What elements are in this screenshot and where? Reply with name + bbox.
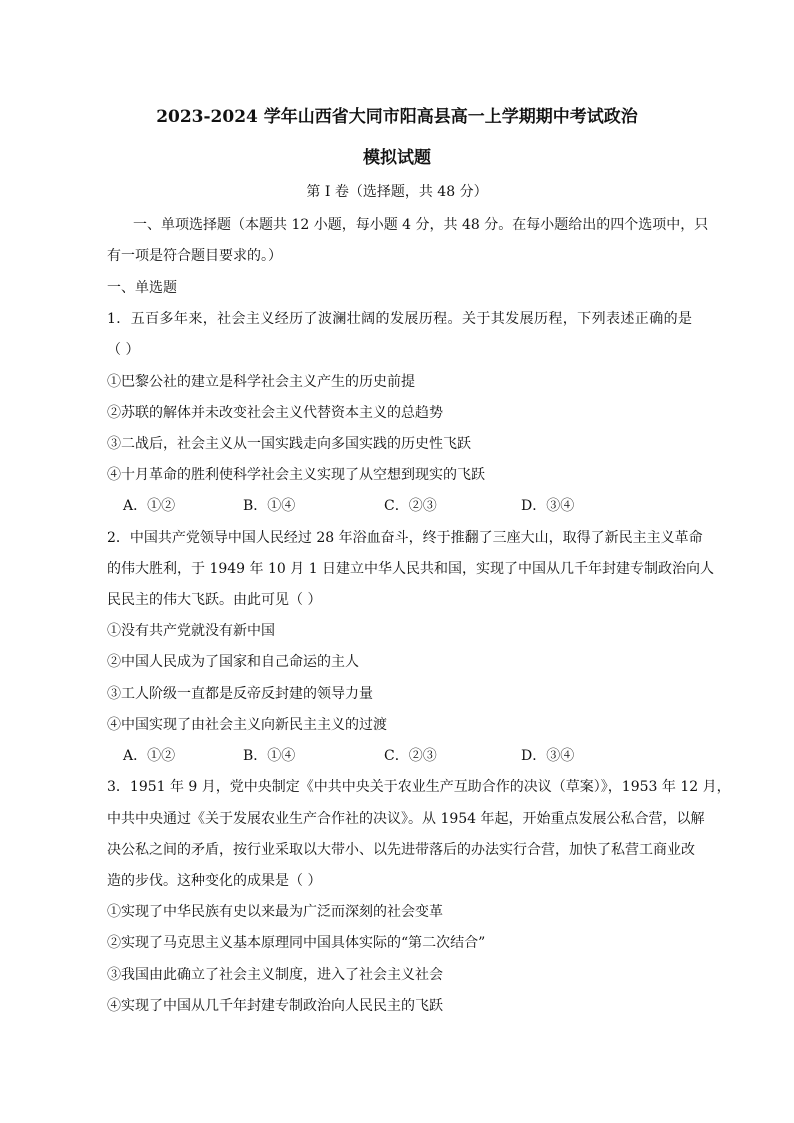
question-item: ①巴黎公社的建立是科学社会主义产生的历史前提 [107, 374, 415, 390]
instructions-line-1: 一、单项选择题（本题共 12 小题，每小题 4 分，共 48 分。在每小题给出的四个选项中，只 [133, 217, 709, 233]
question-stem-line: 造的步伐。这种变化的成果是（ ） [107, 873, 322, 889]
option-d[interactable]: D．③④ [521, 498, 575, 514]
question-stem-line: 的伟大胜利，于 1949 年 10 月 1 日建立中华人民共和国，实现了中国从几千年封建专制政治向人 [107, 561, 715, 577]
instructions-line-2: 有一项是符合题目要求的。） [107, 248, 282, 264]
question-stem-line: （ ） [107, 342, 140, 358]
question-stem-line: 1．五百多年来，社会主义经历了波澜壮阔的发展历程。关于其发展历程，下列表述正确的是 [107, 311, 692, 327]
question-item: ④中国实现了由社会主义向新民主主义的过渡 [107, 717, 387, 733]
option-d[interactable]: D．③④ [521, 748, 575, 764]
exam-title-line-1: 2023-2024 学年山西省大同市阳高县高一上学期期中考试政治 [156, 107, 638, 127]
question-stem-line: 2．中国共产党领导中国人民经过 28 年浴血奋斗，终于推翻了三座大山，取得了新民主主义革命 [107, 530, 703, 546]
question-stem-line: 决公私之间的矛盾，按行业采取以大带小、以先进带落后的办法实行合营，加快了私营工商业改 [107, 842, 695, 858]
section-header: 第 I 卷（选择题，共 48 分） [306, 184, 488, 200]
option-a[interactable]: A．①② [123, 498, 176, 514]
question-item: ③工人阶级一直都是反帝反封建的领导力量 [107, 686, 373, 702]
question-stem-line: 3．1951 年 9 月，党中央制定《中共中央关于农业生产互助合作的决议（草案）》，1953 年 12 月， [107, 779, 731, 795]
option-c[interactable]: C．②③ [384, 748, 437, 764]
question-item: ④十月革命的胜利使科学社会主义实现了从空想到现实的飞跃 [107, 467, 485, 483]
option-b[interactable]: B．①④ [243, 498, 296, 514]
question-item: ③我国由此确立了社会主义制度，进入了社会主义社会 [107, 967, 443, 983]
question-item: ④实现了中国从几千年封建专制政治向人民民主的飞跃 [107, 998, 443, 1014]
question-stem-line: 民民主的伟大飞跃。由此可见（ ） [107, 592, 322, 608]
question-item: ①实现了中华民族有史以来最为广泛而深刻的社会变革 [107, 904, 443, 920]
question-stem-line: 中共中央通过《关于发展农业生产合作社的决议》。从 1954 年起，开始重点发展公私合营，以解 [107, 811, 705, 827]
option-b[interactable]: B．①④ [243, 748, 296, 764]
question-item: ②苏联的解体并未改变社会主义代替资本主义的总趋势 [107, 405, 443, 421]
question-item: ③二战后，社会主义从一国实践走向多国实践的历史性飞跃 [107, 436, 471, 452]
option-a[interactable]: A．①② [123, 748, 176, 764]
exam-title-line-2: 模拟试题 [363, 148, 431, 168]
question-item: ②中国人民成为了国家和自己命运的主人 [107, 654, 359, 670]
option-c[interactable]: C．②③ [384, 498, 437, 514]
question-item: ①没有共产党就没有新中国 [107, 623, 275, 639]
part-label: 一、单选题 [107, 280, 177, 296]
question-item: ②实现了马克思主义基本原理同中国具体实际的“第二次结合” [107, 935, 486, 951]
